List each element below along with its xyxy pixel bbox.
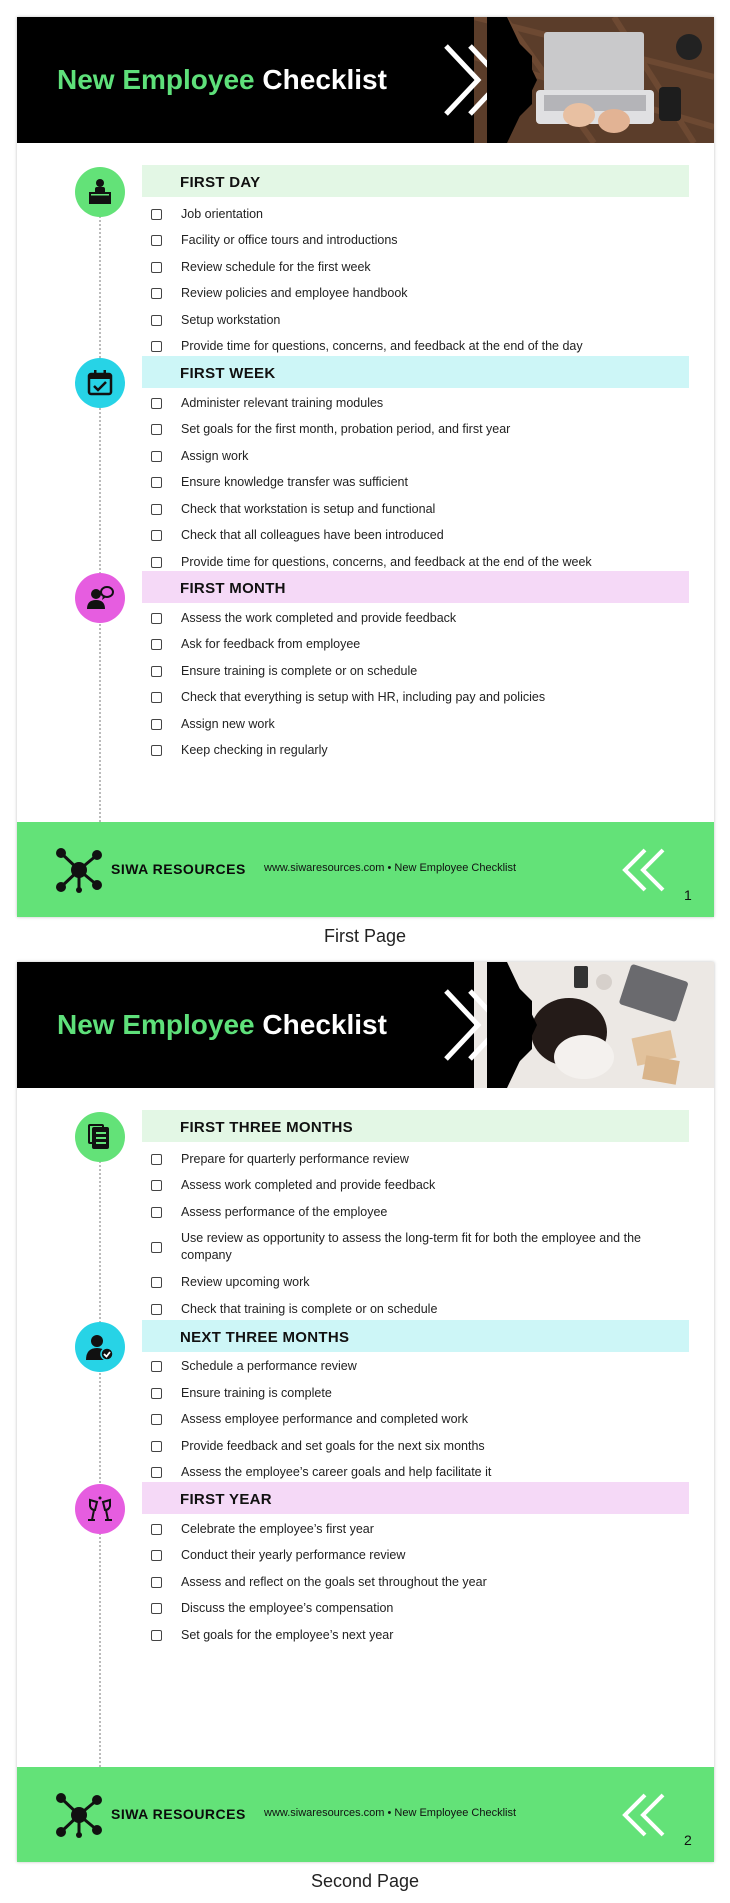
item-text: Schedule a performance review bbox=[181, 1359, 357, 1373]
checkbox[interactable] bbox=[151, 209, 162, 220]
item-text: Ensure training is complete bbox=[181, 1386, 332, 1400]
checkbox[interactable] bbox=[151, 398, 162, 409]
page-header bbox=[17, 962, 714, 1088]
item-text: Assign new work bbox=[181, 717, 275, 731]
checkbox[interactable] bbox=[151, 1630, 162, 1641]
section-header-first-week bbox=[142, 356, 689, 388]
checkbox[interactable] bbox=[151, 1550, 162, 1561]
checkbox[interactable] bbox=[151, 341, 162, 352]
item-text: Provide time for questions, concerns, and feedback at the end of the day bbox=[181, 339, 583, 353]
checkbox[interactable] bbox=[151, 235, 162, 246]
checkbox[interactable] bbox=[151, 451, 162, 462]
item-text: Use review as opportunity to assess the long-term fit for both the employee and the company bbox=[181, 1231, 641, 1262]
item-text: Provide feedback and set goals for the next six months bbox=[181, 1439, 485, 1453]
section-header-first-three-months bbox=[142, 1110, 689, 1142]
checkbox[interactable] bbox=[151, 288, 162, 299]
item-text: Facility or office tours and introductions bbox=[181, 233, 398, 247]
network-logo-icon bbox=[55, 847, 103, 893]
item-text: Review policies and employee handbook bbox=[181, 286, 408, 300]
checkbox[interactable] bbox=[151, 1361, 162, 1372]
page-caption: First Page bbox=[323, 926, 407, 946]
item-text: Review schedule for the first week bbox=[181, 260, 371, 274]
title-part-2: Checklist bbox=[262, 64, 387, 95]
page-title bbox=[57, 64, 387, 96]
checklist-page-2 bbox=[17, 962, 714, 1862]
checkbox[interactable] bbox=[151, 477, 162, 488]
section-title: FIRST DAY bbox=[180, 174, 261, 191]
checkbox[interactable] bbox=[151, 1277, 162, 1288]
item-text: Assess employee performance and completed work bbox=[181, 1412, 468, 1426]
section-title: FIRST YEAR bbox=[180, 1491, 272, 1508]
section-title: NEXT THREE MONTHS bbox=[180, 1329, 350, 1346]
page-caption: Second Page bbox=[310, 1871, 420, 1891]
checkbox[interactable] bbox=[151, 1603, 162, 1614]
footer-text: www.siwaresources.com • New Employee Checklist bbox=[264, 1807, 517, 1819]
checkbox[interactable] bbox=[151, 1441, 162, 1452]
desk-person-icon bbox=[75, 167, 125, 217]
checkbox[interactable] bbox=[151, 557, 162, 568]
section-title: FIRST MONTH bbox=[180, 580, 286, 597]
checkbox[interactable] bbox=[151, 424, 162, 435]
section-header-first-month bbox=[142, 571, 689, 603]
checkbox[interactable] bbox=[151, 692, 162, 703]
item-text: Check that training is complete or on schedule bbox=[181, 1302, 438, 1316]
checkbox[interactable] bbox=[151, 666, 162, 677]
clipboard-icon bbox=[75, 1112, 125, 1162]
section-header-next-three-months bbox=[142, 1320, 689, 1352]
item-text: Set goals for the employee’s next year bbox=[181, 1628, 394, 1642]
checkbox[interactable] bbox=[151, 1242, 162, 1253]
item-text: Assess and reflect on the goals set throughout the year bbox=[181, 1575, 487, 1589]
checkbox[interactable] bbox=[151, 1414, 162, 1425]
item-text: Keep checking in regularly bbox=[181, 743, 328, 757]
item-text: Celebrate the employee’s first year bbox=[181, 1522, 374, 1536]
item-text: Provide time for questions, concerns, and feedback at the end of the week bbox=[181, 555, 592, 569]
page-footer bbox=[17, 822, 714, 917]
item-text: Assess the work completed and provide feedback bbox=[181, 611, 457, 625]
item-text: Check that workstation is setup and functional bbox=[181, 502, 436, 516]
item-text: Set goals for the first month, probation period, and first year bbox=[181, 422, 511, 436]
page-number: 2 bbox=[684, 1832, 692, 1848]
item-text: Job orientation bbox=[181, 207, 264, 221]
checkbox[interactable] bbox=[151, 1154, 162, 1165]
timeline-line bbox=[99, 183, 101, 834]
title-part-2: Checklist bbox=[262, 1009, 387, 1040]
checkbox[interactable] bbox=[151, 1577, 162, 1588]
item-text: Discuss the employee’s compensation bbox=[181, 1601, 394, 1615]
chevron-left-double-icon bbox=[617, 1793, 667, 1837]
checkbox[interactable] bbox=[151, 1304, 162, 1315]
checkbox[interactable] bbox=[151, 1388, 162, 1399]
item-text: Ensure training is complete or on schedule bbox=[181, 664, 418, 678]
item-text: Prepare for quarterly performance review bbox=[181, 1152, 409, 1166]
header-wedge bbox=[487, 962, 547, 1088]
checkbox[interactable] bbox=[151, 613, 162, 624]
brand-name: SIWA RESOURCES bbox=[111, 861, 246, 877]
section-header-first-year bbox=[142, 1482, 689, 1514]
item-text: Assign work bbox=[181, 449, 249, 463]
item-text: Check that everything is setup with HR, including pay and policies bbox=[181, 690, 546, 704]
item-text: Assess the employee’s career goals and help facilitate it bbox=[181, 1465, 492, 1479]
checkbox[interactable] bbox=[151, 639, 162, 650]
checkbox[interactable] bbox=[151, 1207, 162, 1218]
item-text: Review upcoming work bbox=[181, 1275, 310, 1289]
chevron-left-double-icon bbox=[617, 848, 667, 892]
checkbox[interactable] bbox=[151, 504, 162, 515]
checkbox[interactable] bbox=[151, 315, 162, 326]
person-chat-icon bbox=[75, 573, 125, 623]
champagne-glasses-icon bbox=[75, 1484, 125, 1534]
item-text: Check that all colleagues have been introduced bbox=[181, 528, 444, 542]
item-text: Ask for feedback from employee bbox=[181, 637, 361, 651]
checkbox[interactable] bbox=[151, 1467, 162, 1478]
title-part-1: New Employee bbox=[57, 1009, 255, 1040]
item-text: Assess work completed and provide feedback bbox=[181, 1178, 436, 1192]
checkbox[interactable] bbox=[151, 262, 162, 273]
item-text: Administer relevant training modules bbox=[181, 396, 384, 410]
item-text: Ensure knowledge transfer was sufficient bbox=[181, 475, 408, 489]
network-logo-icon bbox=[55, 1792, 103, 1838]
section-title: FIRST WEEK bbox=[180, 365, 276, 382]
checkbox[interactable] bbox=[151, 1180, 162, 1191]
brand-name: SIWA RESOURCES bbox=[111, 1806, 246, 1822]
footer-text: www.siwaresources.com • New Employee Checklist bbox=[264, 862, 517, 874]
section-title: FIRST THREE MONTHS bbox=[180, 1119, 353, 1136]
checkbox[interactable] bbox=[151, 1524, 162, 1535]
page-header bbox=[17, 17, 714, 143]
checkbox[interactable] bbox=[151, 745, 162, 756]
checklist-page-1 bbox=[17, 17, 714, 917]
item-text: Setup workstation bbox=[181, 313, 281, 327]
checkbox[interactable] bbox=[151, 530, 162, 541]
header-wedge bbox=[487, 17, 547, 143]
title-part-1: New Employee bbox=[57, 64, 255, 95]
person-check-icon bbox=[75, 1322, 125, 1372]
checkbox[interactable] bbox=[151, 719, 162, 730]
page-title bbox=[57, 1009, 387, 1041]
item-text: Assess performance of the employee bbox=[181, 1205, 388, 1219]
section-header-first-day bbox=[142, 165, 689, 197]
item-text: Conduct their yearly performance review bbox=[181, 1548, 406, 1562]
calendar-check-icon bbox=[75, 358, 125, 408]
timeline-line bbox=[99, 1128, 101, 1779]
page-number: 1 bbox=[684, 887, 692, 903]
page-footer bbox=[17, 1767, 714, 1862]
